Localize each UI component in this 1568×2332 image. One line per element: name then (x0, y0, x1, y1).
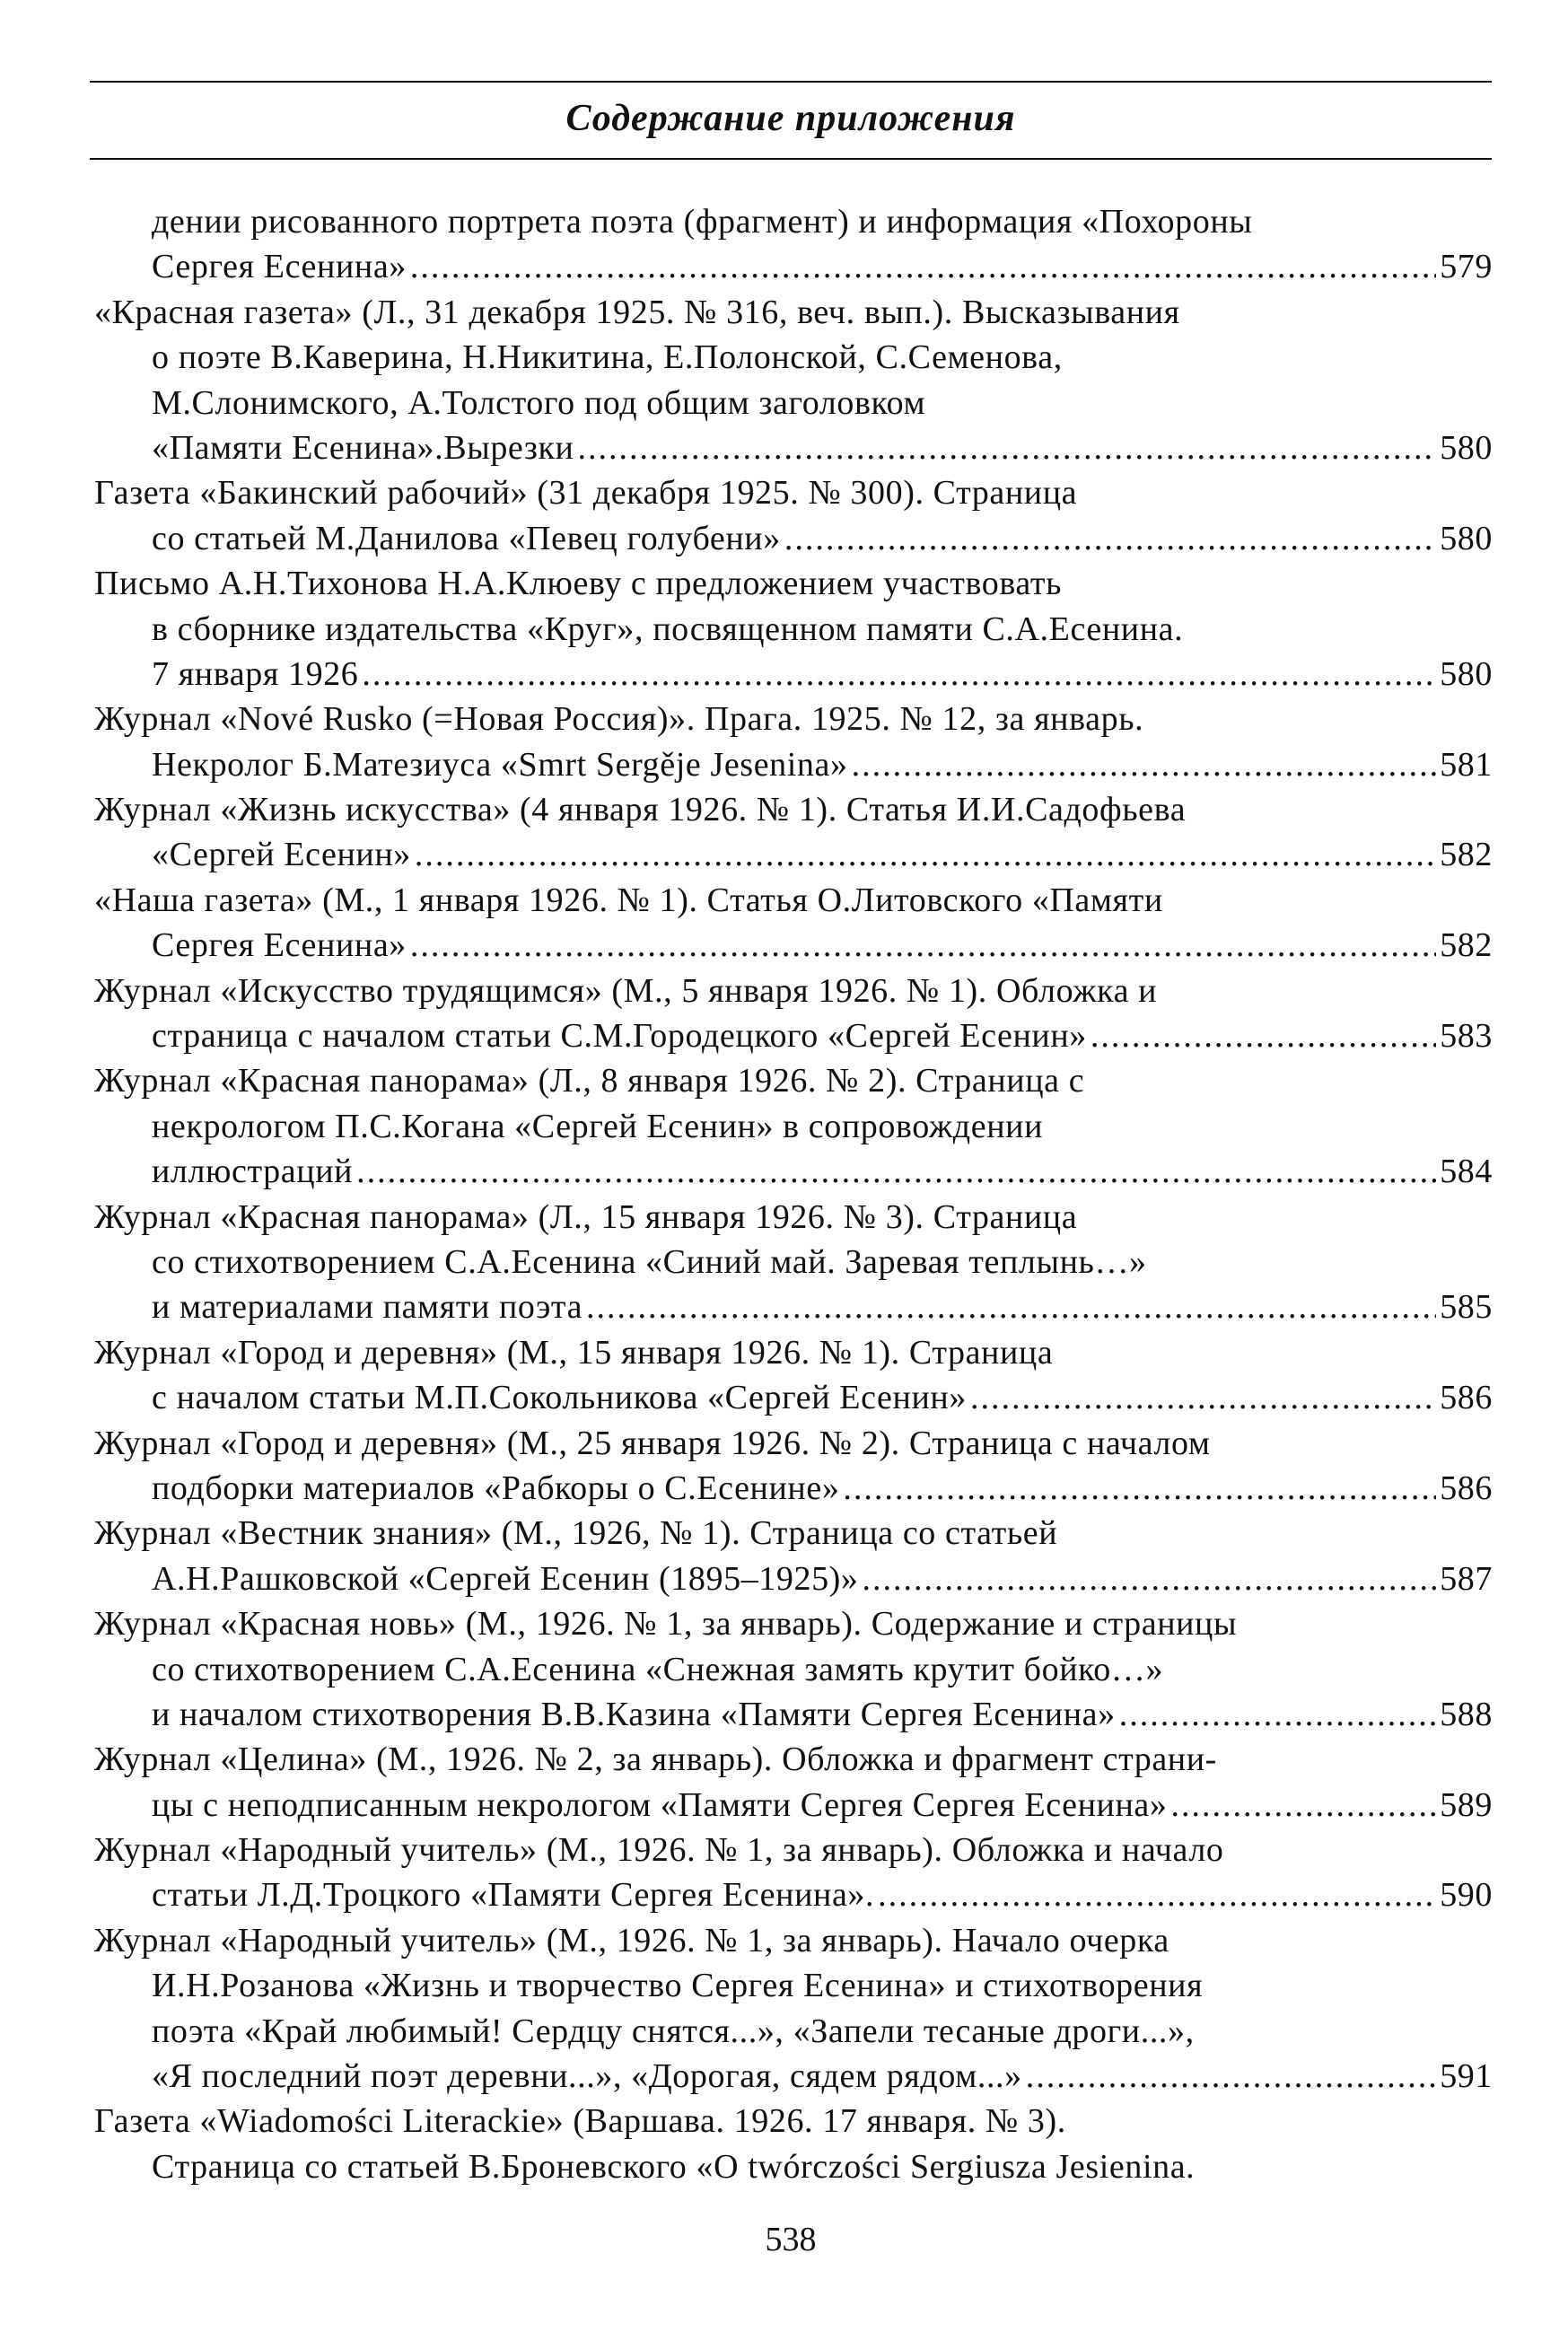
toc-entry-text: И.Н.Розанова «Жизнь и творчество Сергея Есенина» и стихотворения (152, 1967, 1204, 2005)
toc-entry-text: Журнал «Nové Rusko (=Новая Россия)». Прага. 1925. № 12, за январь. (94, 700, 1144, 739)
toc-entry-line (94, 199, 1493, 244)
toc-entry-line (94, 1466, 1493, 1511)
toc-entry-text: Журнал «Народный учитель» (М., 1926. № 1, за январь). Начало очерка (94, 1921, 1169, 1959)
toc-page-number: 587 (1440, 1559, 1493, 1598)
toc-entry-text: поэта «Край любимый! Сердцу снятся...», «Запели тесаные дроги...», (152, 2012, 1195, 2050)
toc-entry-text: «Наша газета» (М., 1 января 1926. № 1). Статья О.Литовского «Памяти (94, 881, 1163, 919)
toc-entry-text: Журнал «Вестник знания» (М., 1926, № 1). Страница со статьей (94, 1514, 1058, 1553)
toc-entry-line (94, 1828, 1493, 1872)
toc-entry-line (94, 1330, 1493, 1375)
toc-entry-text: подборки материалов «Рабкоры о С.Есенине» (152, 1468, 840, 1507)
dot-leaders (970, 1375, 1436, 1420)
dot-leaders (415, 832, 1436, 877)
toc-entry-line (94, 1013, 1493, 1058)
toc-entry-text: Сергея Есенина» (152, 926, 407, 965)
toc-entry-line (94, 1375, 1493, 1420)
toc-entry-text: Журнал «Жизнь искусства» (4 января 1926. № 1). Статья И.И.Садофьева (94, 791, 1187, 829)
toc-entry-line (94, 1692, 1493, 1737)
toc-page-number: 586 (1440, 1468, 1493, 1507)
running-header-title: Содержание приложения (565, 98, 1016, 139)
toc-entry-line (94, 381, 1493, 425)
toc-entry-text: «Памяти Есенина».Вырезки (152, 428, 574, 467)
table-of-contents (94, 199, 1493, 2189)
toc-entry-line (94, 2054, 1493, 2099)
toc-page-number: 582 (1440, 836, 1493, 874)
toc-entry-line (94, 244, 1493, 289)
toc-entry-text: иллюстраций (152, 1153, 354, 1191)
toc-entry-line (94, 923, 1493, 968)
toc-entry-text: «Я последний поэт деревни...», «Дорогая, сядем рядом...» (152, 2057, 1022, 2096)
toc-entry-text: Журнал «Город и деревня» (М., 25 января 1926. № 2). Страница с началом (94, 1424, 1211, 1462)
dot-leaders (1026, 2054, 1436, 2099)
toc-entry-text: Некролог Б.Матезиуса «Smrt Sergěje Jesenina» (152, 745, 848, 784)
toc-page-number: 583 (1440, 1017, 1493, 1056)
toc-entry-line (94, 2144, 1493, 2189)
toc-entry-text: некрологом П.С.Когана «Сергей Есенин» в сопровождении (152, 1107, 1044, 1145)
dot-leaders (843, 1466, 1436, 1511)
toc-entry-text: о поэте В.Каверина, Н.Никитина, Е.Полонской, С.Семенова, (152, 338, 1063, 377)
toc-entry-text: А.Н.Рашковской «Сергей Есенин (1895–1925)» (152, 1559, 859, 1598)
toc-entry-text: с началом статьи М.П.Сокольникова «Сергей Есенин» (152, 1379, 967, 1417)
toc-entry-text: 7 января 1926 (152, 654, 359, 693)
dot-leaders (577, 425, 1436, 470)
toc-entry-line (94, 1240, 1493, 1284)
toc-entry-line (94, 335, 1493, 380)
toc-entry-line (94, 1601, 1493, 1646)
toc-entry-line (94, 425, 1493, 470)
toc-entry-text: М.Слонимского, А.Толстого под общим заголовком (152, 383, 926, 422)
toc-entry-line (94, 742, 1493, 787)
toc-entry-line (94, 607, 1493, 652)
toc-entry-line (94, 470, 1493, 515)
toc-entry-text: Журнал «Красная новь» (М., 1926. № 1, за январь). Содержание и страницы (94, 1605, 1238, 1644)
toc-entry-text: Журнал «Целина» (М., 1926. № 2, за январь). Обложка и фрагмент страни- (94, 1740, 1217, 1779)
dot-leaders (1171, 1783, 1437, 1828)
toc-entry-line (94, 1284, 1493, 1329)
toc-page-number: 585 (1440, 1288, 1493, 1327)
toc-entry-text: Сергея Есенина» (152, 248, 407, 286)
toc-entry-line (94, 290, 1493, 335)
toc-entry-line (94, 652, 1493, 697)
toc-page-number: 590 (1440, 1876, 1493, 1915)
toc-entry-line (94, 1421, 1493, 1466)
dot-leaders (410, 923, 1436, 968)
toc-page-number: 586 (1440, 1379, 1493, 1417)
toc-entry-line (94, 878, 1493, 923)
toc-page-number: 591 (1440, 2057, 1493, 2096)
dot-leaders (1119, 1692, 1436, 1737)
dot-leaders (784, 516, 1436, 561)
toc-entry-line (94, 561, 1493, 606)
page-number: 538 (765, 2221, 817, 2258)
toc-entry-text: со статьей М.Данилова «Певец голубени» (152, 519, 781, 557)
toc-page-number: 589 (1440, 1785, 1493, 1824)
toc-page-number: 584 (1440, 1153, 1493, 1191)
toc-entry-text: Журнал «Красная панорама» (Л., 8 января 1926. № 2). Страница с (94, 1062, 1085, 1100)
toc-entry-text: Письмо А.Н.Тихонова Н.А.Клюеву с предложением участвовать (94, 565, 1063, 603)
toc-page-number: 580 (1440, 519, 1493, 557)
dot-leaders (852, 742, 1437, 787)
toc-entry-text: «Сергей Есенин» (152, 836, 411, 874)
toc-entry-line (94, 1058, 1493, 1103)
toc-entry-line (94, 1737, 1493, 1782)
toc-entry-line (94, 1872, 1493, 1917)
dot-leaders (863, 1556, 1437, 1601)
dot-leaders (362, 652, 1436, 697)
header-rule-bottom (90, 158, 1492, 160)
toc-entry-line (94, 2009, 1493, 2054)
toc-entry-line (94, 1104, 1493, 1149)
toc-entry-text: Журнал «Город и деревня» (М., 15 января 1926. № 1). Страница (94, 1333, 1054, 1372)
toc-entry-line (94, 2099, 1493, 2144)
toc-entry-text: Журнал «Красная панорама» (Л., 15 января 1926. № 3). Страница (94, 1197, 1078, 1236)
dot-leaders (356, 1149, 1436, 1194)
toc-entry-text: Журнал «Искусство трудящимся» (М., 5 января 1926. № 1). Обложка и (94, 971, 1158, 1010)
toc-entry-text: Газета «Wiadomości Literackie» (Варшава. 1926. 17 января. № 3). (94, 2102, 1066, 2141)
toc-entry-line (94, 1556, 1493, 1601)
toc-entry-line (94, 516, 1493, 561)
toc-entry-text: и началом стихотворения В.В.Казина «Памяти Сергея Есенина» (152, 1695, 1116, 1733)
toc-entry-line (94, 1511, 1493, 1556)
toc-entry-text: «Красная газета» (Л., 31 декабря 1925. № 316, веч. вып.). Высказывания (94, 293, 1180, 331)
toc-entry-text: статьи Л.Д.Троцкого «Памяти Сергея Есенина». (152, 1876, 875, 1915)
dot-leaders (878, 1872, 1436, 1917)
toc-entry-text: цы с неподписанным некрологом «Памяти Сергея Сергея Есенина» (152, 1785, 1168, 1824)
toc-entry-text: в сборнике издательства «Круг», посвященном памяти С.А.Есенина. (152, 609, 1184, 648)
toc-page-number: 580 (1440, 428, 1493, 467)
toc-entry-text: Газета «Бакинский рабочий» (31 декабря 1925. № 300). Страница (94, 474, 1078, 513)
toc-entry-text: страница с началом статьи С.М.Городецкого «Сергей Есенин» (152, 1017, 1087, 1056)
toc-entry-text: и материалами памяти поэта (152, 1288, 583, 1327)
toc-entry-line (94, 1918, 1493, 1963)
toc-entry-text: Журнал «Народный учитель» (М., 1926. № 1, за январь). Обложка и начало (94, 1831, 1224, 1870)
toc-entry-line (94, 787, 1493, 832)
toc-page-number: 588 (1440, 1695, 1493, 1733)
toc-entry-text: Страница со статьей В.Броневского «O twórczości Sergiusza Jesienina. (152, 2147, 1196, 2186)
toc-entry-text: со стихотворением С.А.Есенина «Снежная замять крутит бойко…» (152, 1650, 1164, 1688)
toc-entry-line (94, 1195, 1493, 1240)
toc-page-number: 580 (1440, 654, 1493, 693)
toc-entry-line (94, 1783, 1493, 1828)
toc-entry-text: со стихотворением С.А.Есенина «Синий май. Заревая теплынь…» (152, 1242, 1147, 1281)
toc-entry-line (94, 1963, 1493, 2008)
toc-entry-line (94, 1149, 1493, 1194)
toc-entry-line (94, 697, 1493, 741)
header-rule-top (90, 81, 1492, 83)
dot-leaders (410, 244, 1436, 289)
toc-entry-line (94, 1647, 1493, 1692)
toc-page-number: 579 (1440, 248, 1493, 286)
toc-entry-line (94, 969, 1493, 1013)
toc-page-number: 581 (1440, 745, 1493, 784)
toc-entry-text: дении рисованного портрета поэта (фрагмент) и информация «Похороны (152, 203, 1253, 241)
dot-leaders (1091, 1013, 1436, 1058)
toc-page-number: 582 (1440, 926, 1493, 965)
dot-leaders (586, 1284, 1436, 1329)
toc-entry-line (94, 832, 1493, 877)
